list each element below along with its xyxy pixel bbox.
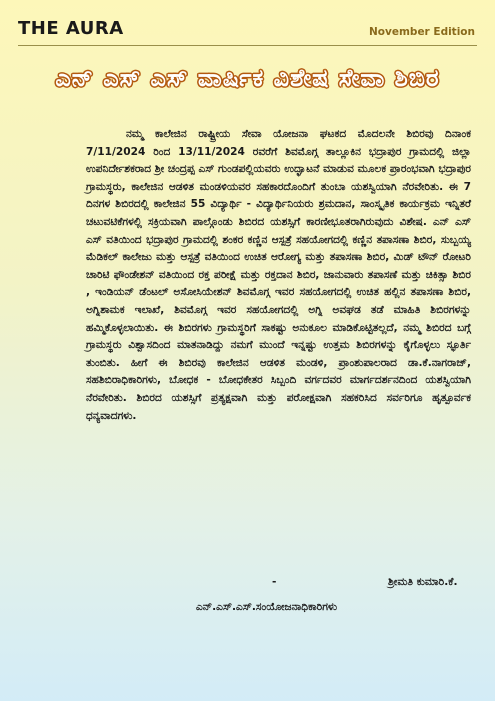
page-header: [0, 0, 495, 44]
article-body: [86, 126, 471, 425]
article-title: ಎನ್ ಎಸ್ ಎಸ್ ವಾರ್ಷಿಕ ವಿಶೇಷ ಸೇವಾ ಶಿಬಿರ: [55, 64, 440, 92]
signature-role: ಎನ್.ಎಸ್.ಎಸ್.ಸಂಯೋಜನಾಧಿಕಾರಿಗಳು: [196, 601, 338, 613]
signature-name: ಶ್ರೀಮತಿ ಕುಮಾರಿ.ಕೆ.: [388, 576, 458, 588]
edition-label: November Edition: [369, 26, 475, 38]
brand-title: THE AURA: [18, 18, 124, 39]
signature-dash: -: [272, 576, 277, 588]
header-divider: [18, 45, 477, 46]
article-paragraph: ನಮ್ಮ ಕಾಲೇಜಿನ ರಾಷ್ಟ್ರೀಯ ಸೇವಾ ಯೋಜನಾ ಘಟಕದ ಮೊದಲನೇ ಶಿಬಿರವು ದಿನಾಂಕ 7/11/2024 ರಿಂದ 13/11/2024 ರವರೆಗೆ ಶಿವಮೊಗ್ಗ ತಾಲ್ಲೂಕಿನ ಭದ್ರಾಪುರ ಗ್ರಾಮದಲ್ಲಿ ಜಿಲ್ಲಾ ಉಪನಿರ್ದೇಶಕರಾದ ಶ್ರೀ ಚಂದ್ರಪ್ಪ ಎಸ್ ಗುಂಡಪಲ್ಲಿಯವರು ಉದ್ಘಾಟನೆ ಮಾಡುವ ಮೂಲಕ ಪ್ರಾರಂಭವಾಗಿ ಭದ್ರಾಪುರ ಗ್ರಾಮಸ್ಥರು, ಕಾಲೇಜಿನ ಆಡಳಿತ ಮಂಡಳಿಯವರ ಸಹಕಾರದೊಂದಿಗೆ ತುಂಬಾ ಯಶಸ್ವಿಯಾಗಿ ನೆರವೇರಿತು. ಈ 7 ದಿನಗಳ ಶಿಬಿರದಲ್ಲಿ ಕಾಲೇಜಿನ 55 ವಿದ್ಯಾರ್ಥಿ - ವಿದ್ಯಾರ್ಥಿನಿಯರು ಶ್ರಮದಾನ, ಸಾಂಸ್ಕೃತಿಕ ಕಾರ್ಯಕ್ರಮ ಇನ್ನಿತರೆ ಚಟುವಟಿಕೆಗಳಲ್ಲಿ ಸಕ್ರಿಯವಾಗಿ ಪಾಲ್ಗೊಂಡು ಶಿಬಿರದ ಯಶಸ್ಸಿಗೆ ಕಾರಣೀಭೂತರಾಗಿರುವುದು ವಿಶೇಷ. ಎನ್ ಎಸ್ ಎಸ್ ವತಿಯಿಂದ ಭದ್ರಾಪುರ ಗ್ರಾಮದಲ್ಲಿ ಶಂಕರ ಕಣ್ಣಿನ ಆಸ್ಪತ್ರೆ ಸಹಯೋಗದಲ್ಲಿ ಕಣ್ಣಿನ ತಪಾಸಣಾ ಶಿಬಿರ, ಸುಬ್ಬಯ್ಯ ಮೆಡಿಕಲ್ ಕಾಲೇಜು ಮತ್ತು ಆಸ್ಪತ್ರೆ ವತಿಯಿಂದ ಉಚಿತ ಆರೋಗ್ಯ ಮತ್ತು ತಪಾಸಣಾ ಶಿಬಿರ, ಮಿಡ್ ಟೌನ್ ರೋಟರಿ ಚಾರಿಟಿ ಫೌಂಡೇಶನ್ ವತಿಯಿಂದ ರಕ್ತ ಪರೀಕ್ಷೆ ಮತ್ತು ರಕ್ತದಾನ ಶಿಬಿರ, ಜಾನುವಾರು ತಪಾಸಣೆ ಮತ್ತು ಚಿಕಿತ್ಸಾ ಶಿಬಿರ , ಇಂಡಿಯನ್ ಡೆಂಟಲ್ ಅಸೋಸಿಯೇಶನ್ ಶಿವಮೊಗ್ಗ ಇವರ ಸಹಯೋಗದಲ್ಲಿ ಉಚಿತ ಹಲ್ಲಿನ ತಪಾಸಣಾ ಶಿಬಿರ, ಅಗ್ನಿಶಾಮಕ ಇಲಾಖೆ, ಶಿವಮೊಗ್ಗ ಇವರ ಸಹಯೋಗದಲ್ಲಿ ಅಗ್ನಿ ಅವಘಡ ತಡೆ ಮಾಹಿತಿ ಶಿಬಿರಗಳನ್ನು ಹಮ್ಮಿಕೊಳ್ಳಲಾಯಿತು. ಈ ಶಿಬಿರಗಳು ಗ್ರಾಮಸ್ಥರಿಗೆ ಸಾಕಷ್ಟು ಅನುಕೂಲ ಮಾಡಿಕೊಟ್ಟಿತಲ್ಲದೆ, ನಮ್ಮ ಶಿಬಿರದ ಬಗ್ಗೆ ಗ್ರಾಮಸ್ಥರು ವಿಶ್ವಾಸದಿಂದ ಮಾತನಾಡಿದ್ದು ನಮಗೆ ಮುಂದೆ ಇನ್ನಷ್ಟು ಉತ್ತಮ ಶಿಬಿರಗಳನ್ನು ಕೈಗೊಳ್ಳಲು ಸ್ಫೂರ್ತಿ ತುಂಬಿತು. ಹೀಗೆ ಈ ಶಿಬಿರವು ಕಾಲೇಜಿನ ಆಡಳಿತ ಮಂಡಳಿ, ಪ್ರಾಂಶುಪಾಲರಾದ ಡಾ.ಕೆ.ನಾಗರಾಜ್, ಸಹಶಿಬಿರಾಧಿಕಾರಿಗಳು, ಬೋಧಕ - ಬೋಧಕೇತರ ಸಿಬ್ಬಂದಿ ವರ್ಗದವರ ಮಾರ್ಗದರ್ಶನದಿಂದ ಯಶಸ್ವಿಯಾಗಿ ನೆರವೇರಿತು. ಶಿಬಿರದ ಯಶಸ್ಸಿಗೆ ಪ್ರತ್ಯಕ್ಷವಾಗಿ ಮತ್ತು ಪರೋಕ್ಷವಾಗಿ ಸಹಕರಿಸಿದ ಸರ್ವರಿಗೂ ಹೃತ್ಪೂರ್ವಕ ಧನ್ಯವಾದಗಳು.: [86, 128, 471, 422]
